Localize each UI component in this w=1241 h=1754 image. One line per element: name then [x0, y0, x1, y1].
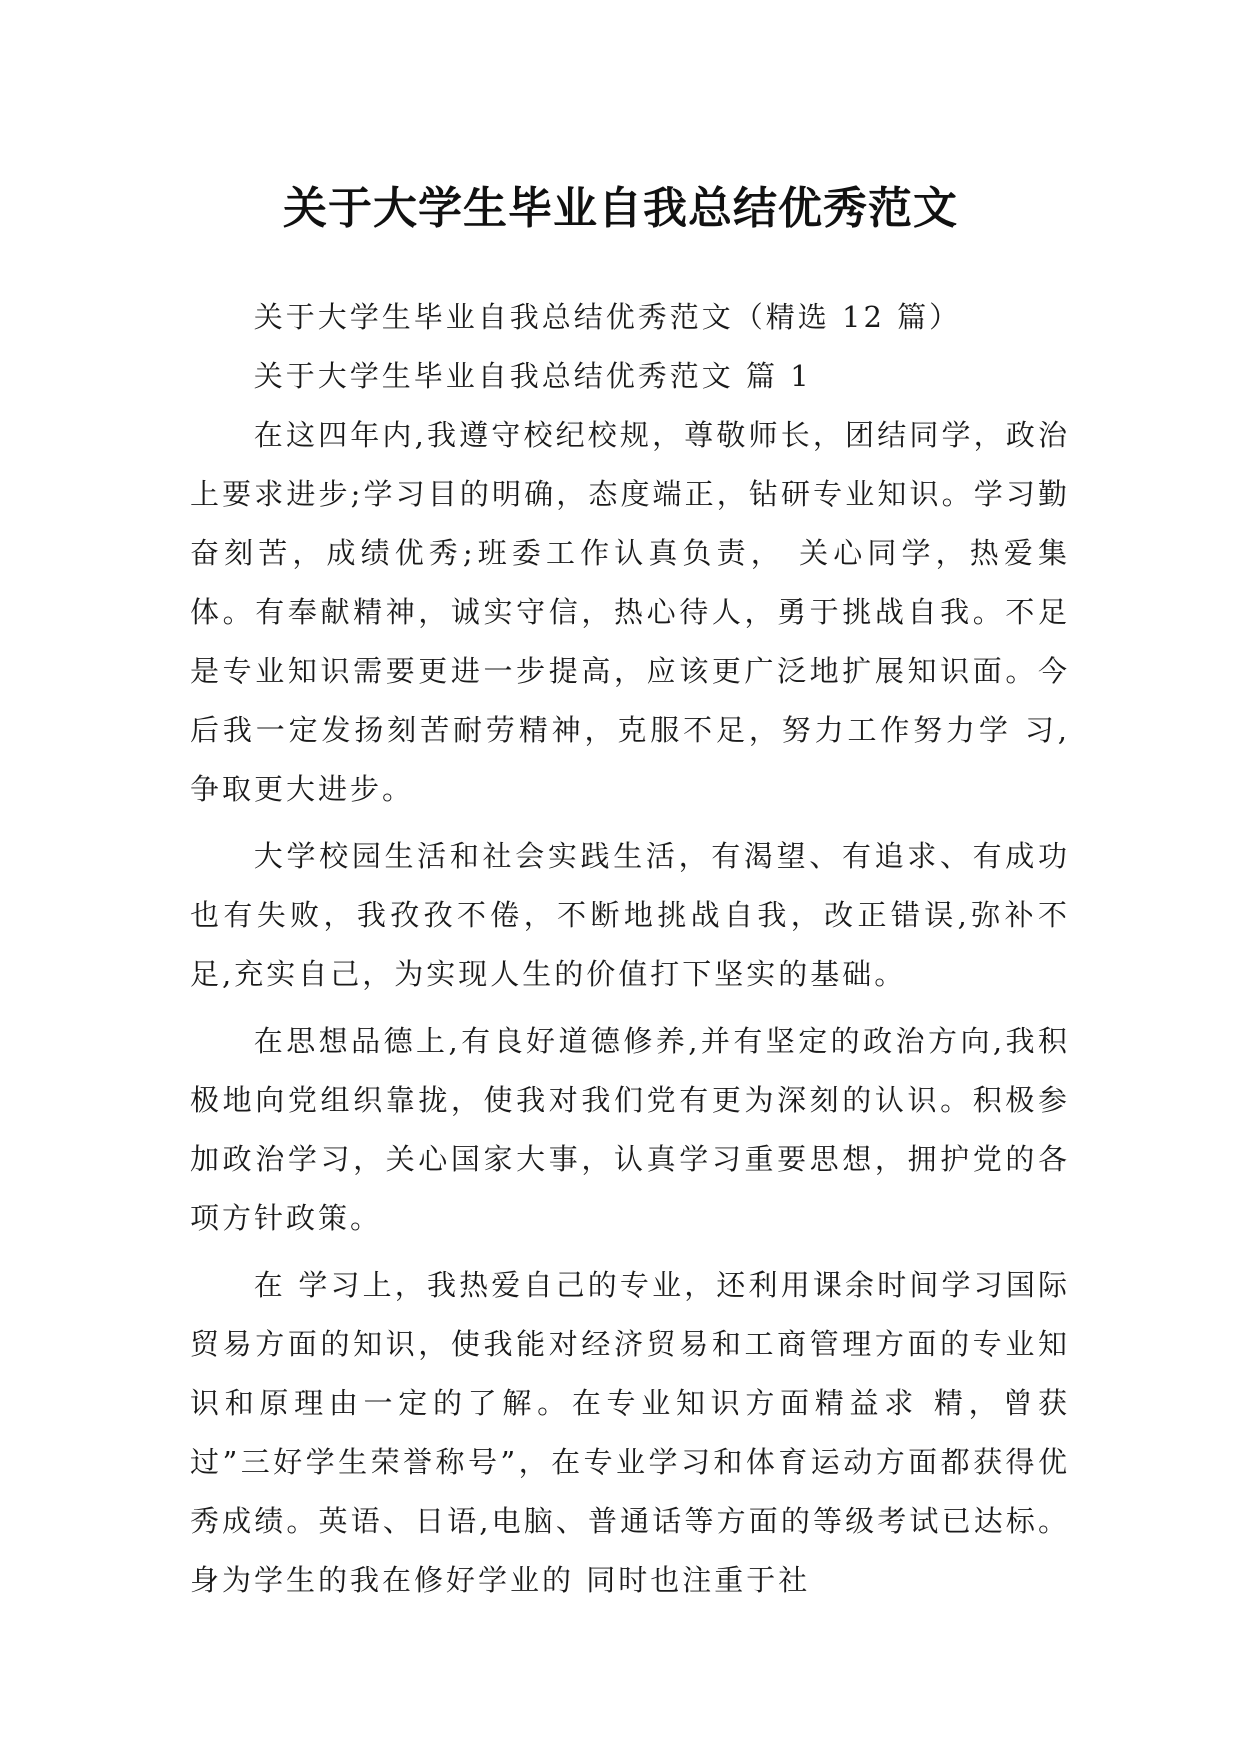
- document-subtitle: 关于大学生毕业自我总结优秀范文（精选 12 篇）: [253, 300, 962, 334]
- section-heading: 关于大学生毕业自我总结优秀范文 篇 1: [253, 359, 812, 393]
- paragraph: 大学校园生活和社会实践生活，有渴望、有追求、有成功也有失败，我孜孜不倦，不断地挑战自我，改正错误,弥补不足,充实自己，为实现人生的价值打下坚实的基础。: [190, 839, 1070, 991]
- page-title: 关于大学生毕业自我总结优秀范文: [283, 183, 958, 235]
- paragraph: 在这四年内,我遵守校纪校规，尊敬师长，团结同学，政治上要求进步;学习目的明确，态度端正，钻研专业知识。学习勤奋刻苦，成绩优秀;班委工作认真负责， 关心同学，热爱集体。有奉献精神，诚实守信，热心待人，勇于挑战自我。不足是专业知识需要更进一步提高，应该更广泛地扩展知识面。今后我一定发扬刻苦耐劳精神，克服不足，努力工作努力学 习,争取更大进步。: [190, 418, 1070, 806]
- paragraph: 在思想品德上,有良好道德修养,并有坚定的政治方向,我积极地向党组织靠拢，使我对我们党有更为深刻的认识。积极参加政治学习，关心国家大事，认真学习重要思想，拥护党的各项方针政策。: [190, 1024, 1070, 1235]
- document-body: [190, 288, 1070, 1610]
- paragraph: 在 学习上，我热爱自己的专业，还利用课余时间学习国际贸易方面的知识，使我能对经济贸易和工商管理方面的专业知识和原理由一定的了解。在专业知识方面精益求 精，曾获过”三好学生荣誉称号”，在专业学习和体育运动方面都获得优秀成绩。英语、日语,电脑、普通话等方面的等级考试已达标。身为学生的我在修好学业的 同时也注重于社: [190, 1268, 1070, 1597]
